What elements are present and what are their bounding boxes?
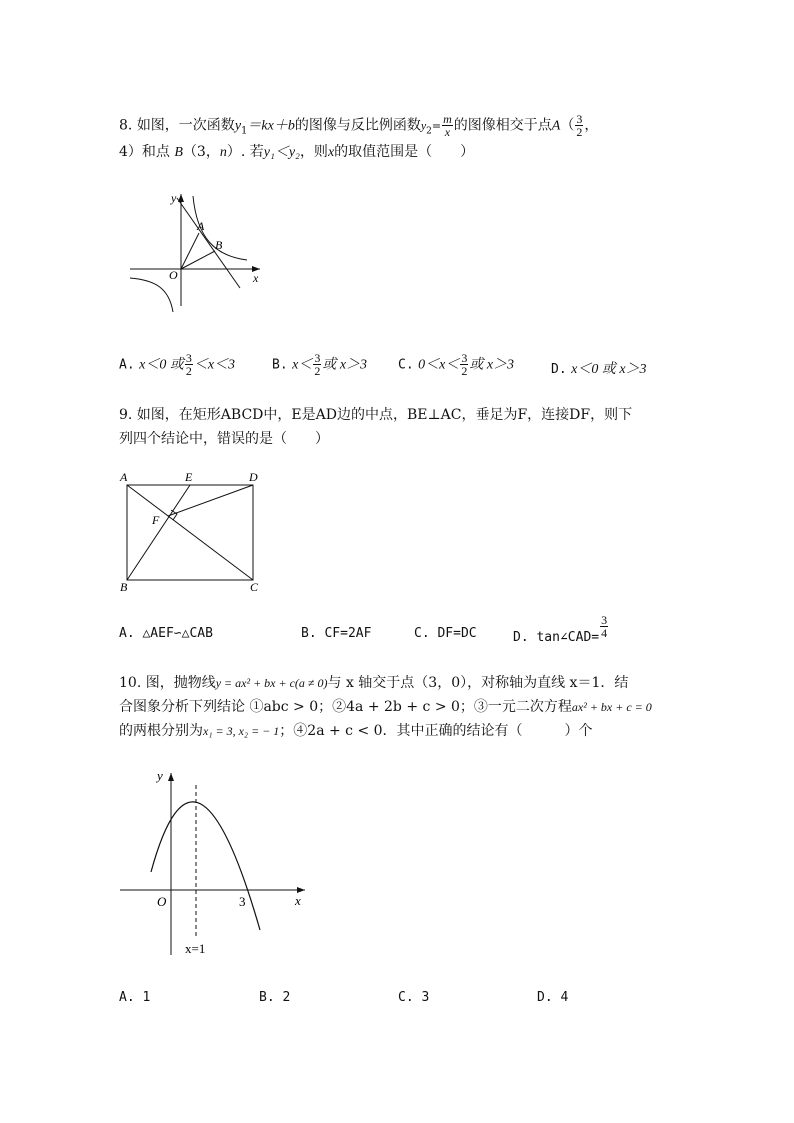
q8-b-frac-den: 2 <box>314 364 321 378</box>
q10-x-label: x <box>295 893 301 908</box>
q9-figure <box>112 466 272 592</box>
q9-option-d[interactable] <box>513 613 609 645</box>
q9-line2: 列四个结论中，错误的是（ ） <box>119 431 329 447</box>
q8-c-part1: 0＜x＜ <box>418 357 460 373</box>
q8-options <box>119 352 719 386</box>
q9-d-den: 4 <box>601 626 608 640</box>
q8-line1 <box>119 113 598 138</box>
q8-o-label: O <box>169 268 178 282</box>
q8-compare: y₁＜y₂ <box>263 145 300 160</box>
q9-segment-df <box>168 485 253 516</box>
q8-text-4: 4）和点 <box>119 144 170 160</box>
q9-option-b[interactable]: B. CF=2AF <box>301 626 372 641</box>
q10-y-label: y <box>157 768 163 783</box>
q8-c-frac <box>460 352 468 377</box>
q8-a-den: 2 <box>576 125 583 139</box>
q8-text-7: ，则 <box>299 144 328 160</box>
q8-d-part1: x＜0 或 x＞3 <box>571 362 647 377</box>
q8-line2 <box>119 141 474 161</box>
q8-option-d[interactable] <box>551 358 647 378</box>
q8-x: x <box>327 145 335 160</box>
q8-option-c[interactable] <box>398 352 514 377</box>
q8-c-frac-num: 3 <box>461 351 468 365</box>
q10-text-1: 10. 图，抛物线 <box>119 675 216 691</box>
q9-segment-be <box>127 485 190 580</box>
q10-item-4: ；④2a + c < 0．其中正确的结论有（ ）个 <box>279 723 593 739</box>
q8-a-part1: x＜0 或 <box>139 357 184 373</box>
q8-paren: （ <box>560 117 575 134</box>
q10-formula-2: ax² + bx + c = 0 <box>571 700 652 714</box>
q8-c-prefix: C. <box>398 357 414 373</box>
q9-d-num: 3 <box>601 613 608 627</box>
q8-text-6: ）. 若 <box>226 144 264 160</box>
q10-option-d[interactable]: D. 4 <box>537 990 569 1005</box>
q8-figure <box>125 188 265 313</box>
q8-option-a[interactable] <box>119 352 235 377</box>
q8-text-2: 的图像与反比例函数 <box>294 117 421 134</box>
q9-diagonal-ac <box>127 485 253 580</box>
q9-label-b: B <box>120 580 128 592</box>
q8-c-part2: 或 x＞3 <box>469 357 515 373</box>
q8-text-8: 的取值范围是（ ） <box>334 144 475 160</box>
q8-b-frac-num: 3 <box>314 351 321 365</box>
q8-b-frac <box>313 352 321 377</box>
q10-items-1-3: ①abc > 0；②4a + 2b + c > 0；③一元二次方程 <box>249 699 572 715</box>
q8-sub2: 2 <box>426 126 432 137</box>
q10-text-3: 合图象分析下列结论 <box>119 699 245 715</box>
q10-roots: x₁ = 3, x₂ = − 1 <box>203 724 280 738</box>
q8-text-5: （3， <box>182 144 220 160</box>
q9-option-a[interactable]: A. △AEF∽△CAB <box>119 626 213 641</box>
q8-fraction-mx <box>442 113 453 138</box>
q8-ob-segment <box>181 251 215 269</box>
q8-b-label: B <box>215 238 223 252</box>
q8-a-frac-num: 3 <box>185 351 192 365</box>
q8-comma: ， <box>584 117 599 134</box>
q10-o-label: O <box>157 894 167 909</box>
q8-a-label: A <box>197 219 205 233</box>
q10-parabola <box>151 802 260 930</box>
q8-frac-num: m <box>443 112 452 126</box>
q10-figure <box>115 765 315 960</box>
q8-sub1: 1 <box>241 125 248 137</box>
q10-option-a[interactable]: A. 1 <box>119 990 151 1005</box>
q9-option-c[interactable]: C. DF=DC <box>414 626 477 641</box>
q9-d-text: D. tan∠CAD= <box>513 629 600 645</box>
q9-d-frac <box>600 614 608 639</box>
q8-a-frac-den: 2 <box>185 364 192 378</box>
q8-oa-segment <box>181 233 199 269</box>
q8-eq2: = <box>431 119 442 133</box>
q8-text-3: 的图像相交于点 <box>453 117 552 134</box>
q8-frac-den: x <box>444 125 451 139</box>
q10-y-arrow <box>168 773 174 781</box>
q8-fraction-a <box>575 113 583 138</box>
q10-line1 <box>119 672 628 692</box>
q8-n: n <box>219 145 227 160</box>
q8-y-label: y <box>171 191 177 205</box>
q8-d-prefix: D. <box>551 362 567 377</box>
q8-point-a: A <box>551 118 561 134</box>
q9-label-c: C <box>250 580 259 592</box>
q8-b-prefix: B. <box>272 357 288 373</box>
q10-option-c[interactable]: C. 3 <box>398 990 430 1005</box>
q8-option-b[interactable] <box>272 352 367 377</box>
q9-label-d: D <box>249 470 258 484</box>
q8-c-frac-den: 2 <box>461 364 468 378</box>
q9-label-f: F <box>152 513 160 527</box>
q10-option-b[interactable]: B. 2 <box>259 990 291 1005</box>
q8-a-prefix: A. <box>119 357 135 373</box>
q8-a-part2: ＜x＜3 <box>193 357 236 373</box>
q8-b-part2: 或 x＞3 <box>322 357 368 373</box>
q10-axis-label: x=1 <box>185 941 206 956</box>
q10-formula-1: y = ax² + bx + c(a ≠ 0) <box>215 676 328 690</box>
q8-a-num: 3 <box>576 112 583 126</box>
q8-point-b: B <box>174 145 183 160</box>
q8-linear-line <box>177 198 240 288</box>
q8-y1: y <box>234 118 242 134</box>
q9-label-a: A <box>120 470 128 484</box>
q8-y2: y <box>420 118 427 133</box>
q8-eq1: ＝kx＋b <box>247 118 295 134</box>
q8-b-part1: x＜ <box>292 357 313 373</box>
q10-text-2: 与 x 轴交于点（3，0），对称轴为直线 x＝1．结 <box>327 675 629 691</box>
q10-text-4: 的两根分别为 <box>119 723 203 739</box>
q8-hyperbola-left <box>130 278 173 312</box>
q10-line2 <box>119 696 652 716</box>
q9-line1: 9. 如图，在矩形ABCD中，E是AD边的中点，BE⊥AC，垂足为F，连接DF，则下 <box>119 407 633 423</box>
q8-x-label: x <box>253 271 259 285</box>
q8-number: 8. <box>119 117 133 134</box>
q10-line3 <box>119 720 593 740</box>
q8-a-frac <box>185 352 193 377</box>
q8-text-1: 如图，一次函数 <box>136 117 235 134</box>
q10-three-label: 3 <box>239 894 246 909</box>
q9-label-e: E <box>185 470 193 484</box>
